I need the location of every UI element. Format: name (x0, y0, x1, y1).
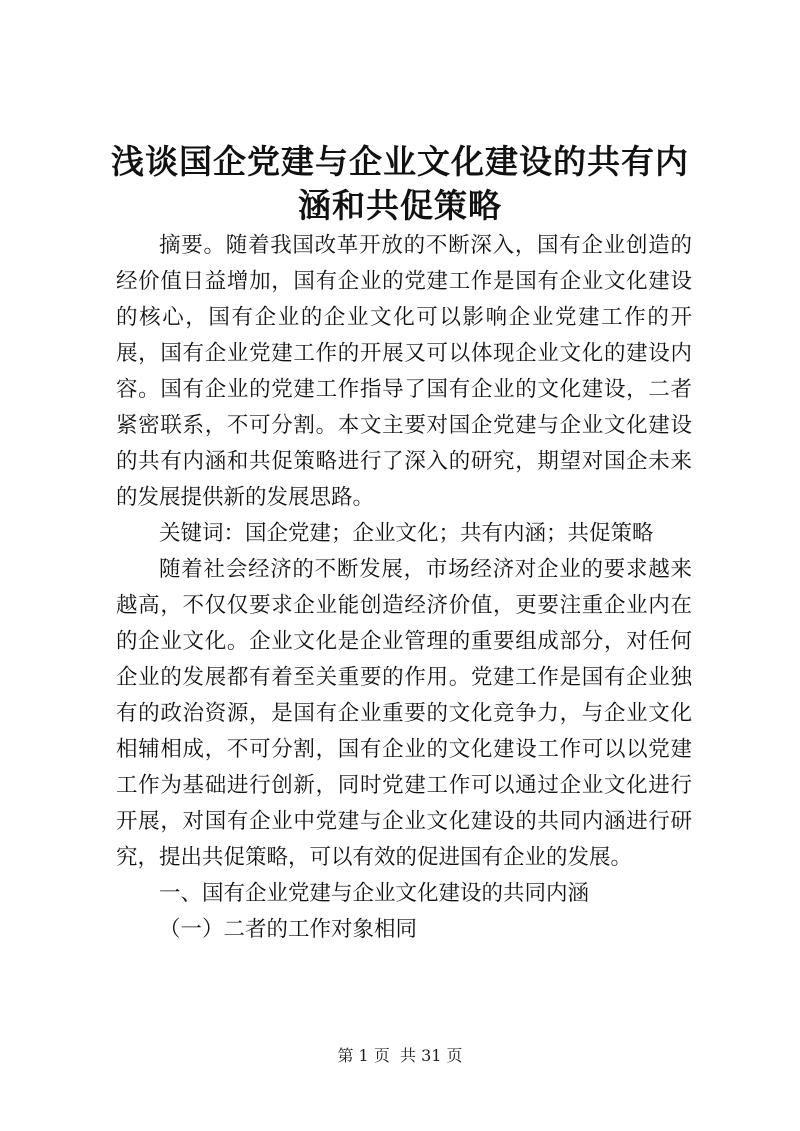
page-footer (0, 1046, 800, 1066)
page-number: 第 1 页 共 31 页 (337, 1046, 463, 1065)
abstract-paragraph: 摘要。随着我国改革开放的不断深入，国有企业创造的经价值日益增加，国有企业的党建工作是国有企业文化建设的核心，国有企业的企业文化可以影响企业党建工作的开展，国有企业党建工作的开展又可以体现企业文化的建设内容。国有企业的党建工作指导了国有企业的文化建设，二者紧密联系，不可分割。本文主要对国企党建与企业文化建设的共有内涵和共促策略进行了深入的研究，期望对国企未来的发展提供新的发展思路。 (116, 233, 692, 510)
keywords-paragraph: 关键词：国企党建；企业文化；共有内涵；共促策略 (159, 521, 654, 546)
intro-paragraph: 随着社会经济的不断发展，市场经济对企业的要求越来越高，不仅仅要求企业能创造经济价值，更要注重企业内在的企业文化。企业文化是企业管理的重要组成部分，对任何企业的发展都有着至关重要的作用。党建工作是国有企业独有的政治资源，是国有企业重要的文化竞争力，与企业文化相辅相成，不可分割，国有企业的文化建设工作可以以党建工作为基础进行创新，同时党建工作可以通过企业文化进行开展，对国有企业中党建与企业文化建设的共同内涵进行研究，提出共促策略，可以有效的促进国有企业的发展。 (116, 557, 692, 870)
document-body (116, 228, 692, 948)
section-heading: 一、国有企业党建与企业文化建设的共同内涵 (159, 881, 590, 906)
subsection-heading: （一）二者的工作对象相同 (159, 917, 418, 942)
document-title: 浅谈国企党建与企业文化建设的共有内涵和共促策略 (111, 142, 689, 225)
